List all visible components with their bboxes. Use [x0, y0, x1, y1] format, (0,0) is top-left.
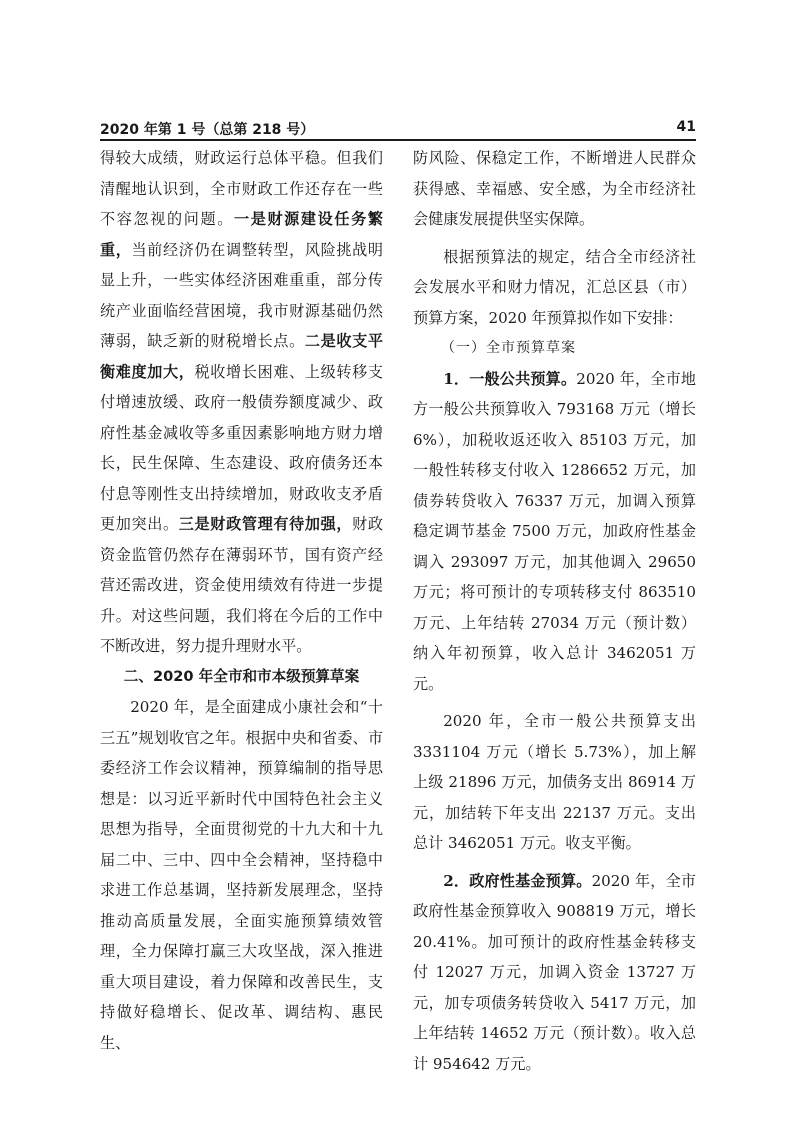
bold-point-1: 一是财源建设任务繁重，: [100, 210, 383, 259]
text-run: 2020 年，全市政府性基金预算收入 908819 万元，增长 20.41%。加可预计的政府性基金转移支付 12027 万元，加调入资金 13727 万元，加专项债务转贷收入 5417 万元，加上年结转 14652 万元（预计数）。收入总计 954642 万元。: [413, 871, 696, 1073]
paragraph-problems: [100, 143, 383, 662]
subsection-title: （一）全市预算草案: [441, 340, 576, 356]
paragraph-guidelines: 2020 年，是全面建成小康社会和“十三五”规划收官之年。根据中央和省委、市委经济工作会议精神，预算编制的指导思想是：以习近平新时代中国特色社会主义思想为指导，全面贯彻党的十九大和十九届二中、三中、四中全会精神，坚持稳中求进工作总基调，坚持新发展理念，坚持推动高质量发展，全面实施预算绩效管理，全力保障打赢三大攻坚战，深入推进重大项目建设，着力保障和改善民生，支持做好稳增长、促改革、调结构、惠民生、: [100, 698, 383, 1052]
text-run: 税收增长困难、上级转移支付增速放缓、政府一般债券额度减少、政府性基金减收等多重因素影响地方财力增长，民生保障、生态建设、政府债务还本付息等刚性支出持续增加，财政收支矛盾更加突出。: [100, 362, 383, 533]
header-rule: [100, 139, 696, 141]
paragraph-guidelines-cont: 防风险、保稳定工作，不断增进人民群众获得感、幸福感、安全感，为全市经济社会健康发展提供坚实保障。: [413, 149, 696, 228]
bold-point-2: 二是收支平衡难度加大，: [100, 332, 383, 381]
bold-point-3: 三是财政管理有待加强，: [178, 515, 353, 533]
paragraph-general-budget: [413, 364, 696, 700]
running-header: [100, 117, 696, 139]
text-run: 财政资金监管仍然存在薄弱环节，国有资产经营还需改进，资金使用绩效有待进一步提升。对这些问题，我们将在今后的工作中不断改进，努力提升理财水平。: [100, 515, 383, 655]
paragraph-fund-budget: [413, 866, 696, 1080]
section-title: 二、2020 年全市和市本级预算草案: [123, 667, 360, 685]
item-title-general-budget: 1．一般公共预算。: [443, 369, 577, 388]
issue-label: 2020 年第 1 号（总第 218 号）: [100, 122, 315, 138]
item-title-fund-budget: 2．政府性基金预算。: [443, 871, 592, 890]
left-column: [100, 143, 383, 1058]
right-column: [413, 143, 696, 1079]
text-run: 得较大成绩，财政运行总体平稳。但我们清醒地认识到，全市财政工作还存在一些不容忽视的问题。: [100, 149, 383, 228]
paragraph-expenditure: 2020 年，全市一般公共预算支出 3331104 万元（增长 5.73%），加上解上级 21896 万元，加债务支出 86914 万元，加结转下年支出 22137 万元。支出总计 3462051 万元。收支平衡。: [413, 712, 696, 852]
paragraph-arrangement: 根据预算法的规定，结合全市经济社会发展水平和财力情况，汇总区县（市）预算方案，2020 年预算拟作如下安排：: [413, 247, 696, 327]
text-run: 2020 年，全市地方一般公共预算收入 793168 万元（增长 6%），加税收返还收入 85103 万元，加一般性转移支付收入 1286652 万元，加债券转贷收入 76337 万元，加调入预算稳定调节基金 7500 万元，加政府性基金调入 293097 万元，加其他调入 29650 万元；将可预计的专项转移支付 863510 万元、上年结转 27034 万元（预计数）纳入年初预算，收入总计 3462051 万元。: [413, 369, 696, 693]
text-run: 当前经济仍在调整转型，风险挑战明显上升，一些实体经济困难重重，部分传统产业面临经营困境，我市财源基础仍然薄弱，缺乏新的财税增长点。: [100, 240, 383, 350]
page-number: 41: [676, 119, 696, 135]
